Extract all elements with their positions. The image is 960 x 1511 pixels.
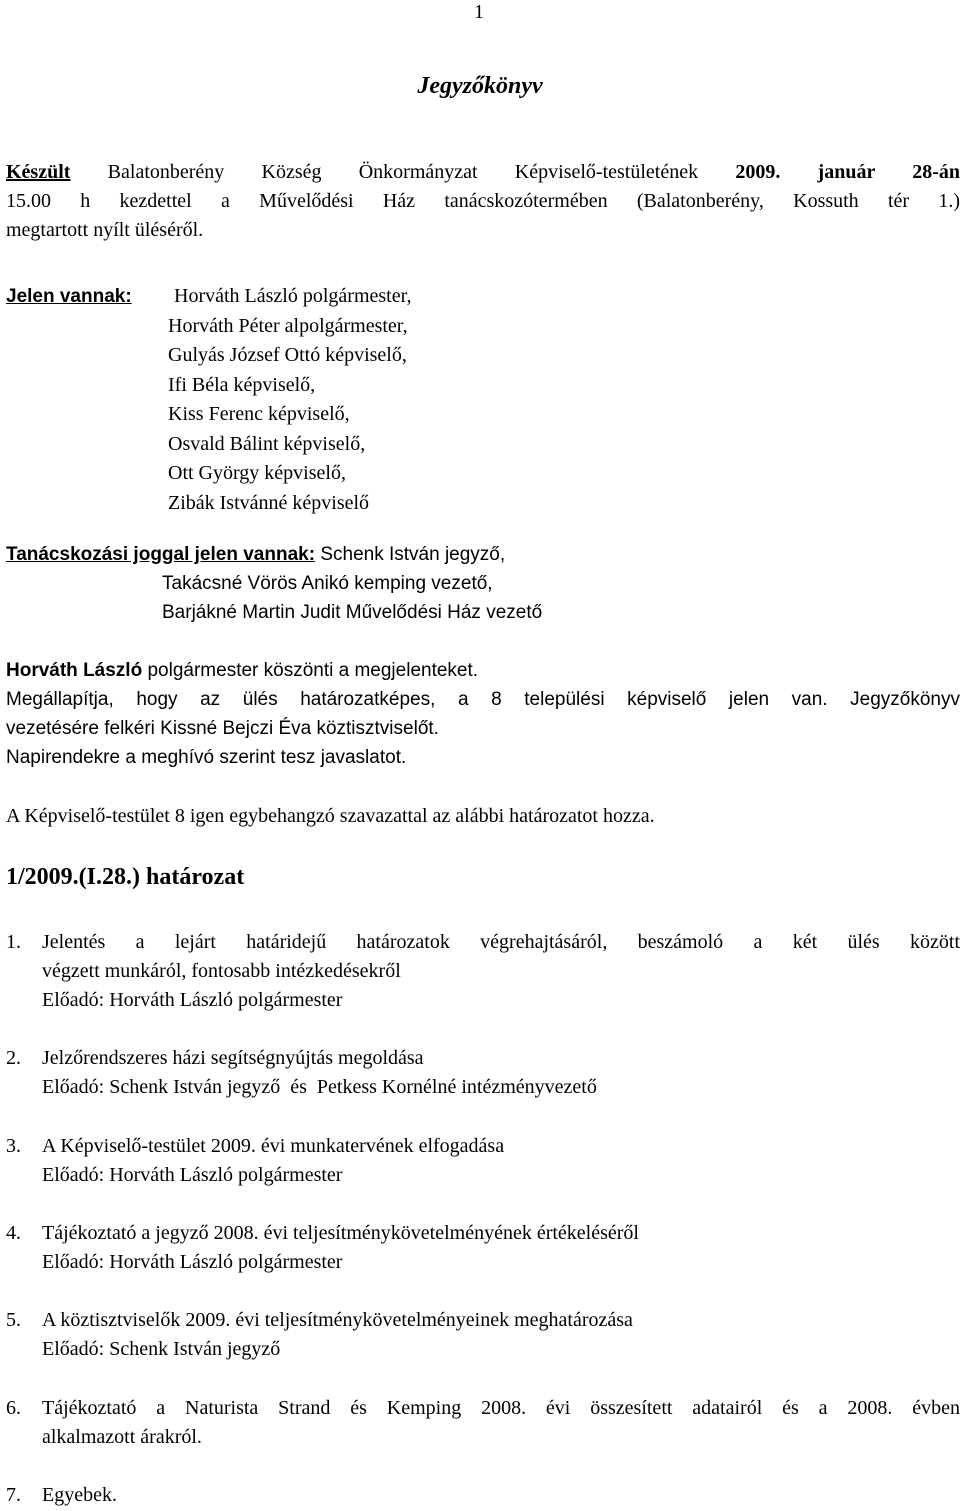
present-members-list <box>168 312 408 519</box>
agenda-presenter: Előadó: Schenk István jegyző <box>42 1338 281 1360</box>
agenda-number: 2. <box>6 1047 21 1069</box>
agenda-line: Egyebek. <box>42 1484 117 1506</box>
intro-paragraph <box>6 656 960 772</box>
preamble-line-3: megtartott nyílt üléséről. <box>6 219 204 241</box>
advisory-member: Takácsné Vörös Anikó kemping vezető, <box>162 573 493 594</box>
advisory-label: Tanácskozási joggal jelen vannak: <box>6 544 316 565</box>
present-label-text: Jelen vannak: <box>6 286 132 307</box>
agenda-line: Jelentés a lejárt határidejű határozatok végrehajtásáról, beszámoló a két ülés között <box>42 931 960 953</box>
present-member: Kiss Ferenc képviselő, <box>168 403 350 425</box>
agenda-item-6 <box>6 1394 960 1452</box>
present-member: Osvald Bálint képviselő, <box>168 432 366 455</box>
preamble-line-1 <box>6 158 960 187</box>
preamble-line-1-text: Balatonberény Község Önkormányzat Képviselő-testületének <box>107 161 699 183</box>
agenda-item-7 <box>6 1481 960 1510</box>
intro-line-2: Megállapítja, hogy az ülés határozatképes, a 8 települési képviselő jelen van. Jegyzőkönyv <box>6 689 960 710</box>
present-label <box>6 282 132 312</box>
preamble-line-2: 15.00 h kezdettel a Művelődési Ház tanácskozótermében (Balatonberény, Kossuth tér 1.) <box>6 190 960 212</box>
agenda-number: 1. <box>6 931 21 953</box>
document-title: Jegyzőkönyv <box>417 73 543 99</box>
agenda-line: alkalmazott árakról. <box>42 1426 202 1448</box>
preamble <box>6 158 960 245</box>
present-member: Zibák Istvánné képviselő <box>168 491 370 514</box>
present-member: Ott György képviselő, <box>168 462 346 484</box>
present-member: Horváth Péter alpolgármester, <box>168 314 408 337</box>
vote-statement: A Képviselő-testület 8 igen egybehangzó szavazattal az alábbi határozatot hozza. <box>6 805 655 827</box>
present-member: Gulyás József Ottó képviselő, <box>168 344 407 366</box>
intro-line-1 <box>6 656 960 685</box>
present-member: Ifi Béla képviselő, <box>168 373 316 396</box>
intro-speaker: Horváth László <box>6 660 143 681</box>
agenda-number: 4. <box>6 1222 21 1244</box>
agenda-number: 6. <box>6 1397 21 1419</box>
agenda-line: Tájékoztató a jegyző 2008. évi teljesítménykövetelményének értékeléséről <box>42 1222 639 1244</box>
agenda-presenter: Előadó: Horváth László polgármester <box>42 1251 343 1273</box>
advisory-member: Schenk István jegyző, <box>320 544 506 565</box>
present-member-1: Horváth László polgármester, <box>174 285 412 307</box>
agenda-number: 7. <box>6 1484 21 1506</box>
agenda-presenter: Előadó: Horváth László polgármester <box>42 989 343 1011</box>
resolution-heading: 1/2009.(I.28.) határozat <box>6 864 245 890</box>
agenda-item-4 <box>6 1219 960 1277</box>
agenda-line: A köztisztviselők 2009. évi teljesítménykövetelményeinek meghatározása <box>42 1309 633 1331</box>
intro-line-3: vezetésére felkéri Kissné Bejczi Éva köztisztviselőt. <box>6 718 439 739</box>
agenda-item-5 <box>6 1306 960 1364</box>
page-number: 1 <box>474 1 484 23</box>
agenda-item-3 <box>6 1132 960 1190</box>
agenda-item-2 <box>6 1044 960 1102</box>
agenda-line: végzett munkáról, fontosabb intézkedésekről <box>42 960 401 982</box>
preamble-date: 2009. január 28-án <box>735 161 960 183</box>
agenda-line: Jelzőrendszeres házi segítségnyújtás megoldása <box>42 1047 424 1069</box>
agenda-number: 5. <box>6 1309 21 1331</box>
advisory-members-rest <box>162 569 542 627</box>
advisory-member: Barjákné Martin Judit Művelődési Ház vezető <box>162 602 543 623</box>
agenda-presenter: Előadó: Schenk István jegyző és Petkess Kornélné intézményvezető <box>42 1076 597 1098</box>
agenda-number: 3. <box>6 1135 21 1157</box>
agenda-line: Tájékoztató a Naturista Strand és Kemping 2008. évi összesített adatairól és a 2008. évben <box>42 1397 960 1419</box>
agenda-line: A Képviselő-testület 2009. évi munkatervének elfogadása <box>42 1135 505 1157</box>
advisory-line-1 <box>6 540 505 569</box>
agenda-presenter: Előadó: Horváth László polgármester <box>42 1164 343 1186</box>
preamble-keyword: Készült <box>6 161 71 183</box>
intro-line-4: Napirendekre a meghívó szerint tesz javaslatot. <box>6 747 407 768</box>
intro-line-1-text: polgármester köszönti a megjelenteket. <box>147 660 479 681</box>
agenda-item-1 <box>6 928 960 1015</box>
